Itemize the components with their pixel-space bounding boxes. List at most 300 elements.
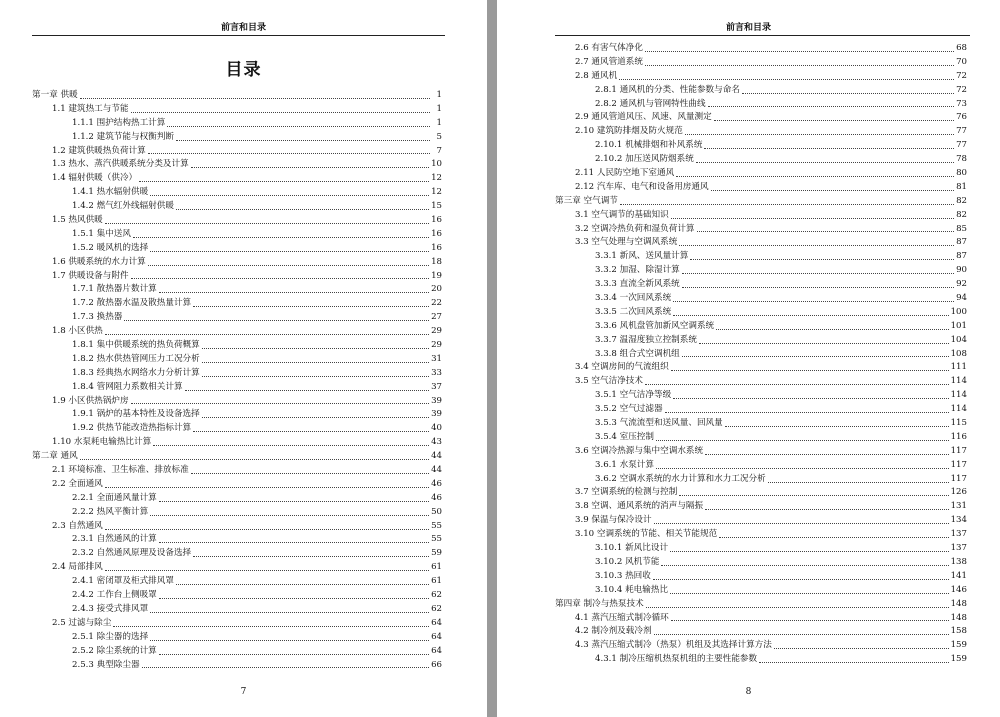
toc-entry[interactable] [32, 214, 442, 228]
header-rule [32, 35, 445, 36]
toc-entry[interactable] [555, 84, 967, 98]
toc-leader-dots [645, 384, 949, 385]
toc-entry[interactable] [32, 603, 442, 617]
toc-entry-label: 3.3.8 组合式空调机组 [595, 348, 680, 359]
toc-entry[interactable] [32, 408, 442, 422]
toc-entry[interactable] [32, 297, 442, 311]
toc-entry[interactable] [555, 487, 967, 501]
toc-leader-dots [193, 306, 429, 307]
toc-entry[interactable] [32, 228, 442, 242]
toc-entry[interactable] [555, 278, 967, 292]
toc-entry-page: 10 [431, 159, 442, 170]
toc-entry-label: 2.11 人民防空地下室通风 [575, 168, 675, 178]
toc-entry-page: 72 [956, 70, 967, 81]
toc-entry-label: 2.3 自然通风 [52, 520, 103, 531]
toc-entry[interactable] [555, 42, 967, 56]
toc-entry-page: 33 [431, 367, 442, 378]
toc-entry[interactable] [32, 575, 442, 589]
toc-leader-dots [699, 343, 949, 344]
toc-entry-label: 1.10 水泵耗电输热比计算 [52, 437, 152, 448]
toc-entry-page: 15 [431, 201, 442, 212]
toc-entry[interactable] [555, 528, 967, 542]
toc-leader-dots [105, 334, 429, 335]
toc-entry[interactable] [32, 561, 442, 575]
toc-leader-dots [665, 412, 949, 413]
toc-leader-dots [656, 468, 949, 469]
toc-entry[interactable] [555, 459, 967, 473]
toc-entry-page: 68 [956, 42, 967, 53]
header-rule [555, 35, 970, 36]
toc-entry-page: 117 [950, 445, 967, 456]
toc-entry-page: 44 [431, 465, 442, 476]
toc-entry-label: 2.7 通风管道系统 [575, 56, 643, 67]
toc-entry[interactable] [555, 348, 967, 362]
toc-leader-dots [768, 482, 949, 483]
page-header: 前言和目录 [725, 23, 771, 33]
toc-entry-page: 82 [956, 209, 967, 220]
toc-entry[interactable] [32, 520, 442, 534]
toc-entry[interactable] [32, 450, 442, 464]
toc-leader-dots [716, 329, 948, 330]
toc-entry[interactable] [555, 223, 967, 237]
toc-entry[interactable] [32, 506, 442, 520]
toc-entry[interactable] [32, 200, 442, 214]
toc-entry[interactable] [32, 325, 442, 339]
toc-entry-label: 4.3 蒸汽压缩式制冷（热泵）机组及其选择计算方法 [575, 640, 772, 651]
toc-entry-page: 5 [436, 131, 442, 142]
toc-entry-label: 1.7.3 换热器 [72, 312, 123, 323]
toc-entry-page: 117 [950, 459, 967, 470]
toc-entry[interactable] [32, 547, 442, 561]
toc-entry-page: 50 [431, 506, 442, 517]
toc-entry[interactable] [555, 375, 967, 389]
toc-entry-label: 2.8.2 通风机与管网特性曲线 [595, 98, 706, 109]
toc-entry-label: 2.8 通风机 [575, 70, 618, 81]
toc-entry-label: 3.10.2 风机节能 [595, 556, 660, 567]
toc-entry-label: 3.1 空气调节的基础知识 [575, 209, 669, 220]
toc-leader-dots [159, 598, 429, 599]
toc-entry-label: 1.8.1 集中供暖系统的热负荷概算 [72, 340, 200, 351]
toc-entry-page: 31 [431, 353, 442, 364]
toc-entry-page: 111 [950, 362, 967, 373]
toc-entry-page: 114 [950, 404, 967, 415]
toc-entry-page: 94 [956, 293, 967, 304]
toc-entry[interactable] [555, 167, 967, 181]
toc-entry-label: 3.3.2 加湿、除湿计算 [595, 265, 680, 276]
toc-entry[interactable] [32, 283, 442, 297]
toc-entry-page: 85 [956, 223, 967, 234]
toc-entry[interactable] [555, 236, 967, 250]
toc-entry-label: 2.4 局部排风 [52, 562, 103, 573]
toc-entry[interactable] [32, 395, 442, 409]
toc-leader-dots [656, 440, 949, 441]
toc-entry-label: 1.6 供暖系统的水力计算 [52, 256, 146, 267]
toc-entry-label: 3.5.4 室压控制 [595, 431, 654, 442]
toc-entry-label: 1.8.3 经典热水网络水力分析计算 [72, 367, 200, 378]
toc-entry[interactable] [555, 542, 967, 556]
toc-entry-page: 73 [956, 98, 967, 109]
toc-entry-label: 3.8 空调、通风系统的消声与隔振 [575, 501, 704, 512]
toc-leader-dots [671, 370, 949, 371]
toc-entry[interactable] [555, 125, 967, 139]
toc-entry-label: 3.5.2 空气过滤器 [595, 404, 663, 415]
toc-leader-dots [708, 106, 955, 107]
toc-entry-page: 44 [431, 451, 442, 462]
toc-leader-dots [690, 259, 954, 260]
toc-entry-page: 138 [950, 556, 967, 567]
toc-entry[interactable] [32, 464, 442, 478]
toc-entry-label: 3.4 空调房间的气流组织 [575, 362, 669, 373]
toc-entry-label: 2.9 通风管道风压、风速、风量测定 [575, 112, 712, 123]
toc-entry-label: 2.10.2 加压送风防烟系统 [595, 154, 694, 165]
toc-entry-label: 4.3.1 制冷压缩机热泵机组的主要性能参数 [595, 654, 758, 665]
toc-entry[interactable] [32, 311, 442, 325]
toc-leader-dots [714, 120, 954, 121]
toc-entry[interactable] [555, 431, 967, 445]
toc-entry-page: 116 [950, 431, 967, 442]
toc-leader-dots [646, 607, 949, 608]
toc-entry-label: 1.9.1 锅炉的基本特性及设备选择 [72, 409, 200, 420]
toc-entry[interactable] [555, 250, 967, 264]
toc-entry[interactable] [555, 639, 967, 653]
toc-leader-dots [645, 65, 954, 66]
toc-entry[interactable] [555, 361, 967, 375]
toc-entry-page: 37 [431, 381, 442, 392]
toc-entry[interactable] [555, 514, 967, 528]
toc-leader-dots [159, 542, 429, 543]
toc-leader-dots [131, 403, 430, 404]
toc-leader-dots [620, 204, 954, 205]
toc-entry-label: 1.9.2 供热节能改造热指标计算 [72, 423, 192, 434]
toc-entry-page: 117 [950, 473, 967, 484]
toc-entry-page: 70 [956, 56, 967, 67]
toc-leader-dots [105, 487, 429, 488]
toc-entry-label: 3.10.1 新风比设计 [595, 543, 669, 554]
toc-entry[interactable] [555, 56, 967, 70]
toc-entry[interactable] [32, 256, 442, 270]
toc-entry-page: 76 [956, 112, 967, 123]
toc-entry[interactable] [555, 98, 967, 112]
toc-entry-page: 20 [431, 284, 442, 295]
toc-leader-dots [159, 501, 429, 502]
toc-leader-dots [670, 551, 949, 552]
toc-entry[interactable] [555, 139, 967, 153]
toc-leader-dots [671, 620, 949, 621]
toc-leader-dots [759, 662, 948, 663]
toc-entry-label: 1.4.1 热水辐射供暖 [72, 187, 149, 198]
toc-leader-dots [682, 273, 954, 274]
toc-entry-label: 1.8.2 热水供热管网压力工况分析 [72, 353, 200, 364]
toc-entry-page: 77 [956, 126, 967, 137]
toc-leader-dots [139, 181, 429, 182]
toc-entry-page: 137 [950, 529, 967, 540]
toc-entry[interactable] [555, 625, 967, 639]
toc-entry[interactable] [555, 473, 967, 487]
toc-entry[interactable] [32, 492, 442, 506]
toc-entry-page: 78 [956, 154, 967, 165]
right-page [497, 0, 1000, 717]
toc-entry-page: 146 [950, 584, 967, 595]
toc-leader-dots [654, 523, 949, 524]
toc-entry-label: 1.1.2 建筑节能与权衡判断 [72, 131, 174, 142]
toc-entry-label: 2.10.1 机械排烟和补风系统 [595, 140, 703, 151]
toc-entry-page: 64 [431, 631, 442, 642]
toc-entry[interactable] [555, 320, 967, 334]
toc-entry-label: 1.8 小区供热 [52, 326, 103, 337]
toc-entry-label: 1.7.2 散热器水温及散热量计算 [72, 298, 192, 309]
toc-entry[interactable] [32, 534, 442, 548]
toc-leader-dots [150, 640, 429, 641]
toc-leader-dots [661, 565, 948, 566]
toc-entry[interactable] [555, 570, 967, 584]
toc-entry[interactable] [555, 500, 967, 514]
toc-entry-label: 1.8.4 管网阻力系数相关计算 [72, 381, 183, 392]
toc-entry-label: 1.2 建筑供暖热负荷计算 [52, 145, 146, 156]
toc-entry-label: 3.5.3 气流流型和送风量、回风量 [595, 418, 723, 429]
toc-entry-page: 158 [950, 626, 967, 637]
toc-entry-page: 72 [956, 84, 967, 95]
toc-leader-dots [719, 537, 948, 538]
toc-leader-dots [670, 593, 949, 594]
toc-leader-dots [148, 153, 430, 154]
toc-leader-dots [153, 445, 429, 446]
toc-entry[interactable] [555, 584, 967, 598]
toc-entry-page: 12 [431, 173, 442, 184]
toc-entry-page: 43 [431, 437, 442, 448]
toc-entry[interactable] [555, 334, 967, 348]
toc-entry[interactable] [555, 111, 967, 125]
toc-entry[interactable] [32, 145, 442, 159]
toc-entry[interactable] [32, 89, 442, 103]
toc-entry-label: 第二章 通风 [32, 451, 78, 462]
toc-entry-page: 77 [956, 140, 967, 151]
toc-entry-label: 1.1 建筑热工与节能 [52, 103, 129, 114]
toc-entry-page: 40 [431, 423, 442, 434]
toc-leader-dots [619, 79, 954, 80]
toc-leader-dots [705, 454, 948, 455]
toc-leader-dots [673, 398, 948, 399]
toc-entry[interactable] [32, 617, 442, 631]
toc-leader-dots [697, 231, 955, 232]
toc-list [32, 89, 442, 672]
toc-entry[interactable] [32, 103, 442, 117]
toc-leader-dots [742, 93, 954, 94]
toc-entry-page: 90 [956, 265, 967, 276]
toc-entry-label: 1.4 辐射供暖（供冷） [52, 173, 138, 184]
toc-leader-dots [131, 112, 430, 113]
toc-entry-label: 2.8.1 通风机的分类、性能参数与命名 [595, 84, 740, 95]
toc-entry-label: 3.9 保温与保冷设计 [575, 515, 652, 526]
toc-entry[interactable] [555, 556, 967, 570]
toc-leader-dots [159, 654, 429, 655]
toc-entry-label: 2.2 全面通风 [52, 478, 103, 489]
toc-leader-dots [705, 509, 948, 510]
toc-entry-page: 46 [431, 478, 442, 489]
toc-leader-dots [653, 579, 949, 580]
toc-leader-dots [113, 626, 429, 627]
toc-entry-label: 2.4.3 接受式排风罩 [72, 603, 149, 614]
toc-entry[interactable] [32, 478, 442, 492]
toc-entry-page: 61 [431, 576, 442, 587]
toc-entry-label: 1.5 热风供暖 [52, 215, 103, 225]
toc-entry-page: 114 [950, 390, 967, 401]
toc-entry-page: 114 [950, 376, 967, 387]
toc-leader-dots [679, 245, 954, 246]
toc-entry-label: 2.6 有害气体净化 [575, 42, 643, 53]
toc-entry-label: 2.3.1 自然通风的计算 [72, 534, 157, 545]
toc-entry[interactable] [32, 645, 442, 659]
toc-entry[interactable] [32, 131, 442, 145]
toc-entry[interactable] [555, 598, 967, 612]
toc-entry-label: 2.3.2 自然通风原理及设备选择 [72, 548, 192, 559]
toc-entry-label: 3.3.5 二次回风系统 [595, 306, 672, 317]
toc-entry[interactable] [555, 445, 967, 459]
toc-leader-dots [150, 612, 429, 613]
toc-entry[interactable] [555, 181, 967, 195]
toc-leader-dots [193, 556, 429, 557]
toc-leader-dots [131, 278, 430, 279]
toc-entry-label: 1.4.2 燃气红外线辐射供暖 [72, 201, 174, 212]
toc-entry[interactable] [32, 353, 442, 367]
toc-leader-dots [202, 417, 429, 418]
toc-leader-dots [142, 667, 429, 668]
toc-leader-dots [696, 162, 954, 163]
toc-entry-label: 2.10 建筑防排烟及防火规范 [575, 126, 683, 137]
toc-leader-dots [682, 287, 954, 288]
toc-entry-page: 141 [950, 570, 967, 581]
toc-leader-dots [202, 376, 429, 377]
toc-entry-page: 159 [950, 640, 967, 651]
toc-entry-page: 61 [431, 562, 442, 573]
toc-entry[interactable] [555, 403, 967, 417]
toc-entry-label: 3.5 空气洁净技术 [575, 376, 643, 387]
toc-entry-page: 100 [950, 306, 967, 317]
toc-entry-page: 1 [436, 103, 442, 114]
toc-entry[interactable] [555, 209, 967, 223]
toc-entry-label: 3.3.3 直流全新风系统 [595, 279, 680, 290]
toc-entry[interactable] [555, 153, 967, 167]
toc-entry-label: 3.10 空调系统的节能、相关节能规范 [575, 529, 718, 540]
toc-entry[interactable] [32, 158, 442, 172]
toc-entry-page: 66 [431, 659, 442, 670]
toc-entry[interactable] [555, 264, 967, 278]
toc-entry-page: 87 [956, 237, 967, 248]
toc-entry-label: 2.2.1 全面通风量计算 [72, 492, 157, 503]
toc-entry[interactable] [32, 367, 442, 381]
toc-leader-dots [645, 51, 954, 52]
toc-entry[interactable] [32, 422, 442, 436]
toc-leader-dots [191, 167, 429, 168]
toc-entry-page: 134 [950, 515, 967, 526]
toc-entry[interactable] [555, 612, 967, 626]
toc-leader-dots [105, 529, 429, 530]
toc-entry[interactable] [32, 270, 442, 284]
toc-entry-label: 1.9 小区供热锅炉房 [52, 395, 129, 406]
toc-entry-page: 39 [431, 409, 442, 420]
toc-entry-page: 87 [956, 251, 967, 262]
toc-entry-page: 159 [950, 654, 967, 665]
toc-entry-page: 16 [431, 215, 442, 225]
toc-entry-page: 59 [431, 548, 442, 559]
toc-leader-dots [671, 218, 954, 219]
toc-entry-page: 64 [431, 617, 442, 628]
toc-entry[interactable] [555, 417, 967, 431]
toc-entry-label: 3.10.4 耗电输热比 [595, 584, 669, 595]
toc-leader-dots [150, 195, 429, 196]
toc-entry-page: 81 [956, 181, 967, 192]
toc-leader-dots [133, 237, 429, 238]
toc-entry-label: 3.3.1 新风、送风量计算 [595, 251, 689, 262]
toc-entry[interactable] [555, 389, 967, 403]
toc-leader-dots [176, 140, 430, 141]
toc-leader-dots [711, 190, 954, 191]
toc-leader-dots [673, 315, 948, 316]
toc-leader-dots [676, 176, 954, 177]
toc-entry-page: 80 [956, 168, 967, 178]
toc-entry[interactable] [555, 653, 967, 667]
toc-leader-dots [176, 584, 429, 585]
toc-entry[interactable] [555, 292, 967, 306]
toc-entry[interactable] [555, 306, 967, 320]
toc-entry[interactable] [32, 242, 442, 256]
toc-entry[interactable] [32, 186, 442, 200]
toc-entry-label: 2.5.1 除尘器的选择 [72, 631, 149, 642]
toc-entry[interactable] [555, 70, 967, 84]
toc-entry[interactable] [32, 381, 442, 395]
toc-leader-dots [105, 570, 429, 571]
toc-entry-label: 1.7.1 散热器片数计算 [72, 284, 157, 295]
toc-entry-page: 29 [431, 326, 442, 337]
toc-entry[interactable] [32, 436, 442, 450]
toc-entry-page: 62 [431, 590, 442, 601]
toc-leader-dots [124, 320, 429, 321]
toc-entry-page: 7 [436, 145, 442, 156]
toc-entry-label: 1.5.2 暖风机的选择 [72, 242, 149, 253]
toc-entry[interactable] [32, 339, 442, 353]
toc-leader-dots [148, 265, 429, 266]
toc-entry-label: 2.5 过滤与除尘 [52, 617, 112, 628]
toc-entry[interactable] [32, 117, 442, 131]
toc-entry-label: 3.3.7 温湿度独立控制系统 [595, 334, 697, 345]
toc-entry-page: 12 [431, 187, 442, 198]
toc-entry[interactable] [32, 631, 442, 645]
toc-leader-dots [202, 348, 429, 349]
toc-leader-dots [682, 356, 949, 357]
toc-entry-page: 29 [431, 340, 442, 351]
toc-leader-dots [159, 292, 429, 293]
toc-entry-page: 148 [950, 598, 967, 609]
toc-leader-dots [774, 648, 949, 649]
toc-entry[interactable] [32, 172, 442, 186]
toc-entry-page: 126 [950, 487, 967, 498]
toc-leader-dots [80, 459, 429, 460]
toc-entry[interactable] [32, 659, 442, 673]
toc-entry-page: 108 [950, 348, 967, 359]
toc-leader-dots [725, 426, 949, 427]
page-number: 7 [240, 687, 247, 697]
toc-entry[interactable] [32, 589, 442, 603]
toc-entry-page: 16 [431, 242, 442, 253]
toc-entry-page: 131 [950, 501, 967, 512]
toc-entry-label: 2.5.3 典型除尘器 [72, 659, 140, 670]
toc-entry[interactable] [555, 195, 967, 209]
toc-entry-label: 3.6 空调冷热源与集中空调水系统 [575, 445, 704, 456]
toc-leader-dots [685, 134, 954, 135]
toc-entry-page: 115 [950, 418, 967, 429]
toc-leader-dots [150, 251, 429, 252]
toc-entry-label: 1.7 供暖设备与附件 [52, 270, 129, 281]
toc-entry-label: 3.3.6 风机盘管加新风空调系统 [595, 320, 715, 331]
